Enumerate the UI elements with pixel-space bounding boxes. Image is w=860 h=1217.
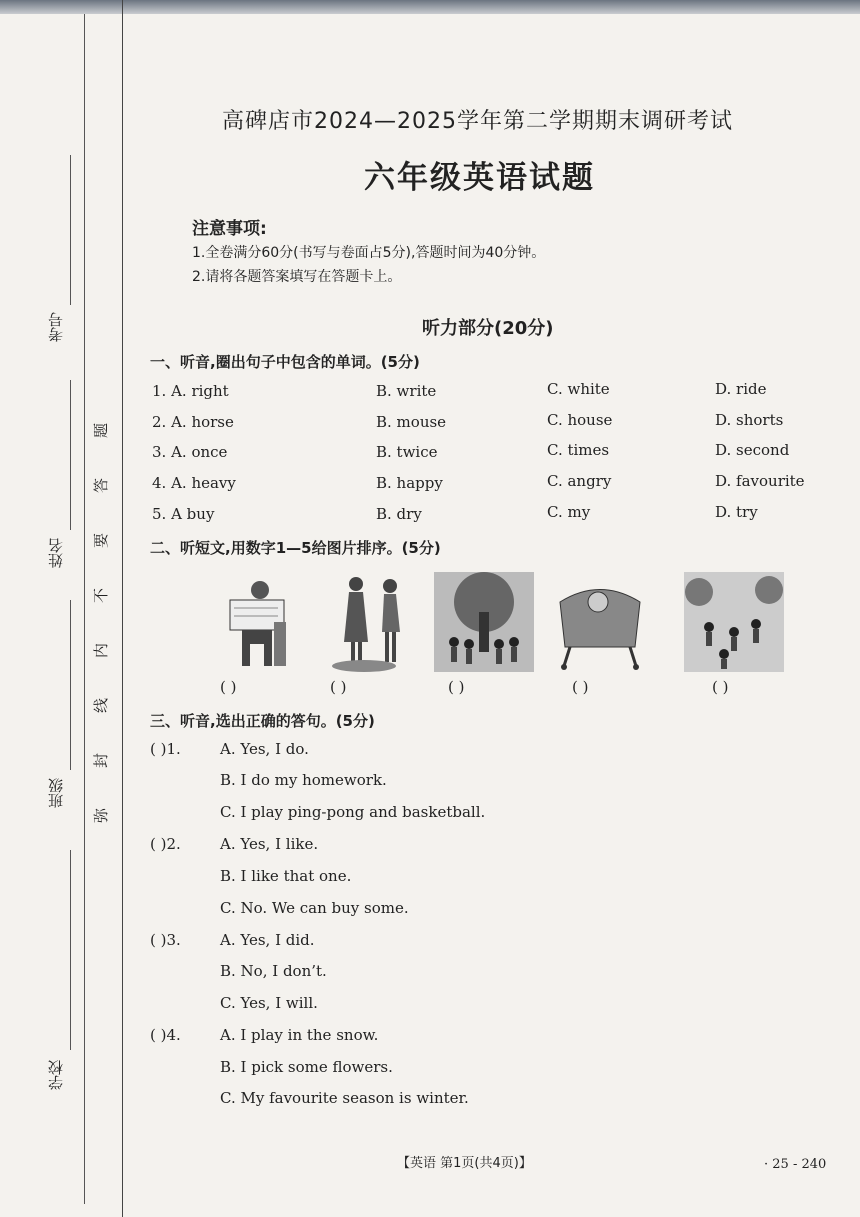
warning-char: 要 xyxy=(92,532,111,549)
option: B. happy xyxy=(376,474,443,492)
picture-blank: ( ) xyxy=(712,678,729,696)
option: B. mouse xyxy=(376,413,447,431)
binding-margin xyxy=(0,0,123,1217)
class-line xyxy=(70,600,71,770)
warning-char: 答 xyxy=(92,477,111,494)
answer-option: A. I play in the snow. xyxy=(220,1026,379,1044)
answer-option: B. I pick some flowers. xyxy=(220,1058,393,1076)
option: C. house xyxy=(547,411,613,429)
name-label: 姓名 xyxy=(47,538,65,568)
school-label: 学校 xyxy=(47,1060,65,1090)
page-footer: 【英语 第1页(共4页)】 xyxy=(397,1156,532,1171)
exam-title: 高碑店市2024—2025学年第二学期期末调研考试 xyxy=(222,109,733,134)
paper-code: · 25 - 240 xyxy=(764,1157,827,1172)
warning-char: 内 xyxy=(92,642,111,659)
answer-option: A. Yes, I do. xyxy=(220,740,309,758)
question-number: ( )3. xyxy=(150,931,181,949)
answer-option: C. I play ping-pong and basketball. xyxy=(220,803,486,821)
warning-char: 弥 xyxy=(92,807,111,824)
listening-part-heading: 听力部分(20分) xyxy=(422,318,554,339)
answer-option: A. Yes, I did. xyxy=(220,931,315,949)
warning-char: 封 xyxy=(92,752,111,769)
class-label: 班级 xyxy=(47,778,65,808)
answer-option: B. I like that one. xyxy=(220,867,352,885)
option: B. write xyxy=(376,382,437,400)
notes-heading: 注意事项: xyxy=(192,219,267,239)
section3-heading: 三、听音,选出正确的答句。(5分) xyxy=(150,712,375,730)
option: B. twice xyxy=(376,443,438,461)
question-number: ( )1. xyxy=(150,740,181,758)
exam-no-label: 考号 xyxy=(47,312,65,342)
answer-option: B. No, I don’t. xyxy=(220,962,327,980)
answer-option: C. Yes, I will. xyxy=(220,994,318,1012)
exam-page xyxy=(122,14,860,1204)
school-line xyxy=(70,850,71,1050)
warning-char: 线 xyxy=(92,697,111,714)
option: D. favourite xyxy=(715,472,805,490)
answer-option: C. No. We can buy some. xyxy=(220,899,409,917)
option: 4. A. heavy xyxy=(152,474,236,492)
answer-option: A. Yes, I like. xyxy=(220,835,319,853)
note-item: 2.请将各题答案填写在答题卡上。 xyxy=(192,269,402,285)
exam-subtitle: 六年级英语试题 xyxy=(364,160,595,196)
option: C. times xyxy=(547,441,610,459)
warning-char: 不 xyxy=(92,587,111,604)
baby-in-cradle-icon xyxy=(550,572,650,672)
option: C. angry xyxy=(547,472,612,490)
option: D. ride xyxy=(715,380,767,398)
picture-blank: ( ) xyxy=(572,678,589,696)
name-line xyxy=(70,380,71,530)
warning-char: 题 xyxy=(92,422,111,439)
picture-blank: ( ) xyxy=(330,678,347,696)
man-reading-newspaper-icon xyxy=(212,572,312,672)
two-women-talking-icon xyxy=(324,572,424,672)
option: D. second xyxy=(715,441,790,459)
option: C. my xyxy=(547,503,591,521)
top-edge xyxy=(0,0,860,14)
answer-option: C. My favourite season is winter. xyxy=(220,1089,469,1107)
note-item: 1.全卷满分60分(书写与卷面占5分),答题时间为40分钟。 xyxy=(192,245,546,261)
picture-blank: ( ) xyxy=(220,678,237,696)
option: 1. A. right xyxy=(152,382,229,400)
exam-no-line xyxy=(70,155,71,305)
section1-heading: 一、听音,圈出句子中包含的单词。(5分) xyxy=(150,353,420,371)
option: D. shorts xyxy=(715,411,784,429)
children-under-tree-icon xyxy=(434,572,534,672)
picture-blank: ( ) xyxy=(448,678,465,696)
option: 5. A buy xyxy=(152,505,215,523)
question-number: ( )4. xyxy=(150,1026,181,1044)
option: D. try xyxy=(715,503,758,521)
question-number: ( )2. xyxy=(150,835,181,853)
option: 2. A. horse xyxy=(152,413,234,431)
answer-option: B. I do my homework. xyxy=(220,771,387,789)
option: C. white xyxy=(547,380,610,398)
section2-heading: 二、听短文,用数字1—5给图片排序。(5分) xyxy=(150,539,441,557)
children-playing-icon xyxy=(684,572,784,672)
binding-rule xyxy=(84,14,85,1204)
option: 3. A. once xyxy=(152,443,228,461)
option: B. dry xyxy=(376,505,422,523)
